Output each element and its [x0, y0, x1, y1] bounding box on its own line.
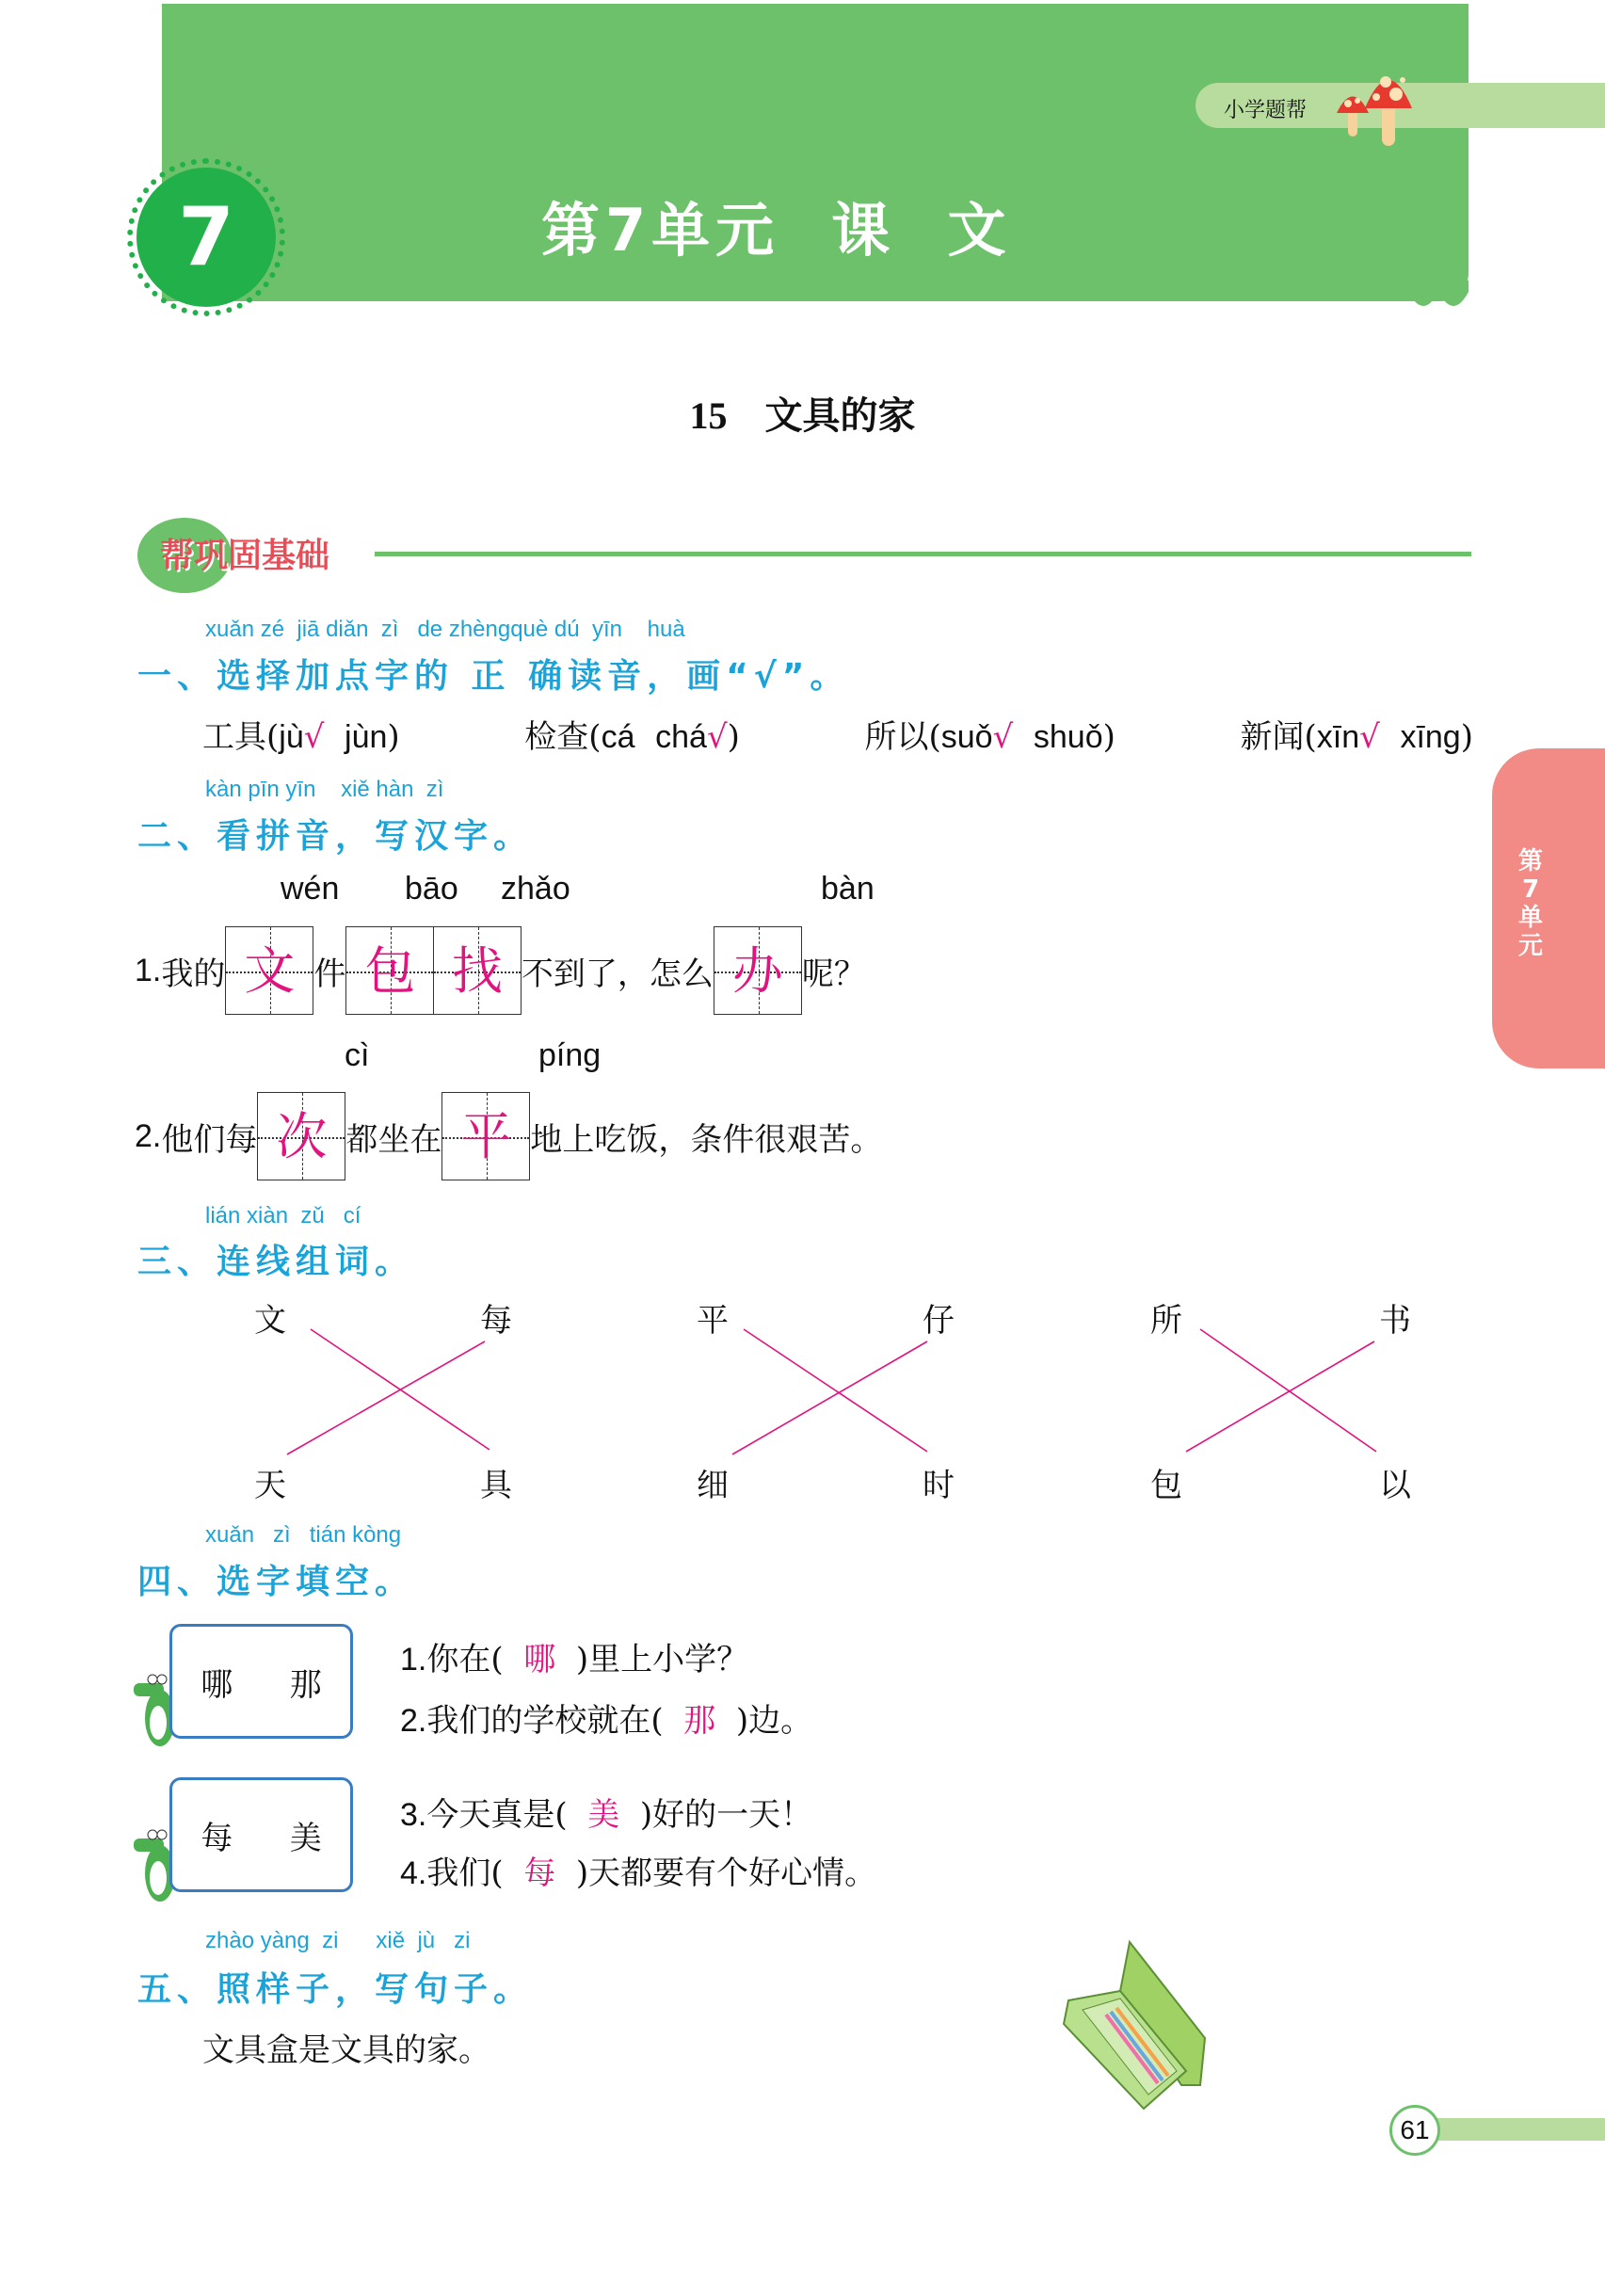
option-correct[interactable]: xīn: [1316, 719, 1360, 755]
write-box[interactable]: 找: [433, 926, 522, 1015]
side-tab-char: 单: [1517, 904, 1543, 932]
q4-pinyin: xuǎn zì tián kòng: [205, 1522, 402, 1548]
q5-pinyin: zhào yàng zi xiě jù zi: [205, 1928, 471, 1953]
write-box[interactable]: 次: [257, 1092, 345, 1180]
option-correct[interactable]: suǒ: [940, 719, 993, 755]
write-box[interactable]: 办: [714, 926, 802, 1015]
side-tab-char: 第: [1517, 847, 1543, 875]
side-tab-char: 元: [1517, 932, 1543, 960]
fill-answer[interactable]: 哪: [523, 1641, 556, 1678]
option[interactable]: jùn: [345, 719, 388, 755]
side-tab-char: 7: [1521, 875, 1540, 904]
choice-box: 哪 那: [169, 1624, 353, 1739]
option[interactable]: shuǒ: [1033, 719, 1103, 755]
choice-box: 每 美: [169, 1777, 353, 1892]
match-char[interactable]: 天: [254, 1467, 286, 1504]
q1-item: 新闻(xīn√ xīng): [1240, 718, 1473, 756]
q1-item: 检查(cá chá√): [524, 718, 740, 756]
pinyin-hint: wén: [281, 871, 340, 907]
page-number-bar: [1412, 2118, 1605, 2141]
write-box[interactable]: 文: [225, 926, 313, 1015]
match-char[interactable]: 包: [1150, 1467, 1182, 1504]
q3-pinyin: lián xiàn zǔ cí: [205, 1203, 361, 1228]
q2-sentence-1: 1. 我的 文 件 包 找 不到了，怎么 办 呢？: [135, 926, 866, 1015]
q5-example: 文具盒是文具的家。: [202, 2031, 490, 2069]
match-char[interactable]: 文: [254, 1302, 286, 1340]
match-char[interactable]: 书: [1379, 1302, 1411, 1340]
write-box[interactable]: 包: [345, 926, 434, 1015]
q1-item: 工具(jù√ jùn): [202, 718, 400, 756]
fill-item: 2.我们的学校就在( 那 )边。: [400, 1702, 813, 1740]
q1-items: [202, 711, 1473, 757]
option[interactable]: xīng: [1400, 719, 1461, 755]
lesson-title: [0, 386, 1605, 440]
matching-lines: [0, 1299, 1605, 1516]
unit-title: 第7单元 课 文: [541, 196, 1012, 265]
fill-item: 3.今天真是( 美 )好的一天！: [400, 1796, 813, 1834]
q4-title: 四、选字填空。: [137, 1563, 415, 1601]
match-char[interactable]: 时: [923, 1467, 955, 1504]
lesson-number: 15: [689, 394, 728, 437]
fill-item: 4.我们( 每 )天都要有个好心情。: [400, 1854, 877, 1892]
option-correct[interactable]: chá: [655, 719, 707, 755]
q1-item: 所以(suǒ√ shuǒ): [864, 718, 1115, 756]
option-correct[interactable]: jù: [279, 719, 304, 755]
mushroom-icon: [1337, 61, 1445, 151]
unit-number-badge: 7: [136, 168, 276, 307]
q1-pinyin: xuǎn zé jiā diǎn zì de zhèngquè dú yīn huà: [205, 617, 685, 642]
section-divider: [375, 552, 1471, 556]
fill-item: 1.你在( 哪 )里上小学？: [400, 1641, 749, 1678]
q5-title: 五、照样子，写句子。: [137, 1970, 534, 2009]
match-char[interactable]: 以: [1379, 1467, 1411, 1504]
match-char[interactable]: 所: [1150, 1302, 1182, 1340]
pinyin-hint: zhǎo: [501, 871, 570, 907]
option[interactable]: cá: [601, 719, 635, 755]
q1-title: 一、选择加点字的 正 确读音，画“√”。: [137, 657, 850, 696]
match-char[interactable]: 仔: [923, 1302, 955, 1340]
brand-label: 小学题帮: [1196, 83, 1605, 128]
scalloped-edge: [162, 281, 1469, 314]
pinyin-hint: píng: [538, 1037, 602, 1073]
pinyin-hint: bàn: [821, 871, 875, 907]
pinyin-hint: cì: [345, 1037, 370, 1073]
page-number: 61: [1389, 2105, 1440, 2156]
q2-title: 二、看拼音，写汉字。: [137, 817, 534, 856]
q2-pinyin: kàn pīn yīn xiě hàn zì: [205, 777, 444, 802]
lesson-name: 文具的家: [764, 394, 916, 438]
pinyin-hint: bāo: [405, 871, 458, 907]
fill-answer[interactable]: 美: [587, 1796, 620, 1834]
match-char[interactable]: 具: [480, 1467, 512, 1504]
pencil-case-icon: [1035, 1935, 1214, 2113]
match-char[interactable]: 细: [697, 1467, 729, 1504]
q3-title: 三、连线组词。: [137, 1243, 415, 1281]
match-char[interactable]: 平: [697, 1302, 729, 1340]
fill-answer[interactable]: 每: [523, 1854, 556, 1892]
unit-side-tab: [1492, 748, 1605, 1068]
fill-answer[interactable]: 那: [683, 1702, 716, 1740]
section-title: 帮巩固基础: [160, 537, 330, 575]
write-box[interactable]: 平: [441, 1092, 530, 1180]
q2-sentence-2: 2. 他们每 次 都坐在 平 地上吃饭，条件很艰苦。: [135, 1092, 882, 1180]
match-char[interactable]: 每: [480, 1302, 512, 1340]
